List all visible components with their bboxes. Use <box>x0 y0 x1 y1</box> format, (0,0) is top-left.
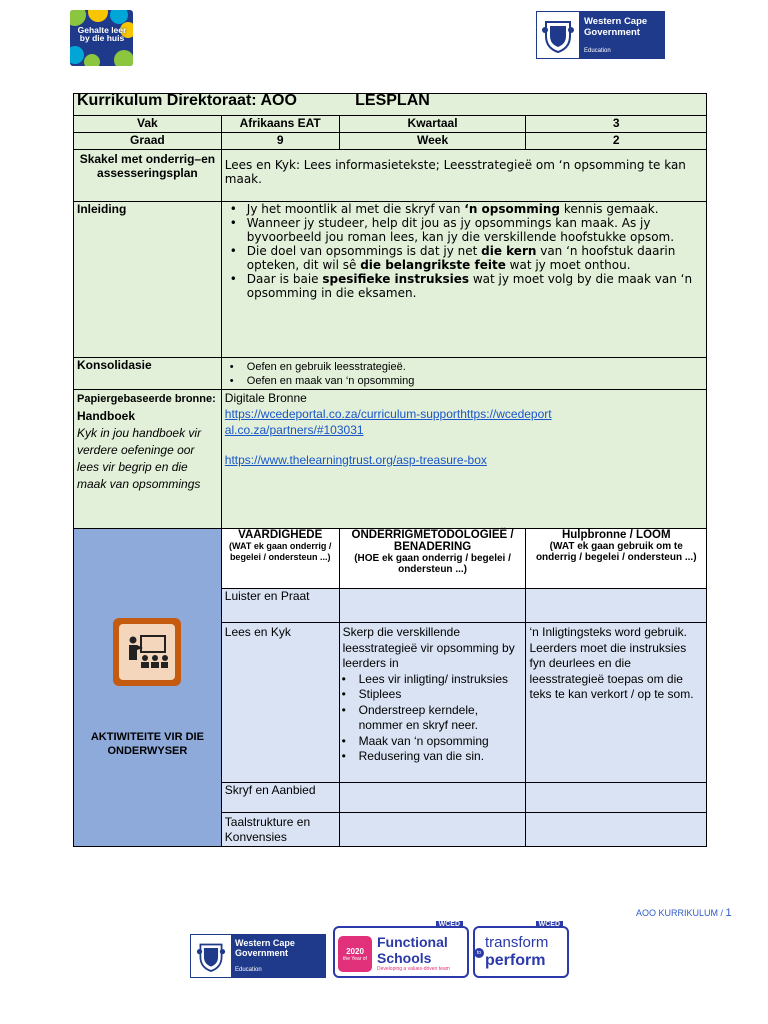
fs-year-badge: 2020 the Year of <box>338 936 372 972</box>
fs-line2: Schools <box>377 950 432 966</box>
skill-skryf-aanbied: Skryf en Aanbied <box>221 783 339 813</box>
tp-line2: perform <box>485 952 546 969</box>
vak-value: Afrikaans EAT <box>221 116 339 133</box>
transform-perform-logo <box>473 921 569 978</box>
konsolidasie-label: Konsolidasie <box>74 358 222 390</box>
week-value: 2 <box>526 133 707 150</box>
resource-taalstrukture <box>526 813 707 847</box>
tp-to-dot: to <box>474 948 484 958</box>
method-taalstrukture <box>339 813 526 847</box>
resource-lees-kyk: ‘n Inligtingsteks word gebruik. Leerders moet die instruksies fyn deurlees en die leesstrategieë toepas om die teks te kan verkort / op te som. <box>526 623 707 783</box>
fs-wced-tag: WCED <box>436 921 463 928</box>
digitale-bronne-label: Digitale Bronne <box>224 391 307 405</box>
konsolidasie-content <box>221 358 706 390</box>
footer-wcg-sub: Education <box>235 967 262 973</box>
skakel-label: Skakel met onderrig–en assesseringsplan <box>74 150 222 202</box>
week-label: Week <box>339 133 526 150</box>
method-lees-kyk: Skerp die verskillende leesstrategieë vir opsomming by leerders in • Lees vir inligting/ instruksies • Stiplees • Onderstreep kerndele, nommer en skryf neer. • Maak van ‘n opsomming • Redusering van die sin. <box>339 623 526 783</box>
resource-skryf-aanbied <box>526 783 707 813</box>
activities-cell <box>74 529 222 847</box>
bronne-label: Papiergebaseerde bronne: Handboek Kyk in jou handboek vir verdere oefeninge oor lees vir begrip en die maak van opsommings <box>74 390 222 529</box>
method-skryf-aanbied <box>339 783 526 813</box>
footer-wcg-line2: Government <box>235 948 289 958</box>
col-hulpbronne-header: Hulpbronne / LOOM (WAT ek gaan gebruik om te onderrig / begelei / ondersteun ...) <box>526 529 707 589</box>
wcg-line1: Western Cape <box>584 16 648 27</box>
vak-label: Vak <box>74 116 222 133</box>
digitale-bronne <box>221 390 706 529</box>
gehalte-leer-logo <box>70 10 133 66</box>
wced-portal-link[interactable]: https://wcedeportal.co.za/curriculum-supporthttps://wcedeportal.co.za/partners/#103031 <box>224 407 552 437</box>
kwartaal-label: Kwartaal <box>339 116 526 133</box>
gehalte-logo-text: Gehalte leer by die huis <box>77 25 127 43</box>
fs-line1: Functional <box>377 934 448 950</box>
resource-luister-praat <box>526 589 707 623</box>
footer-wcg-line1: Western Cape <box>235 938 295 948</box>
fs-tagline: Developing a values-driven team <box>377 966 450 972</box>
skill-lees-kyk: Lees en Kyk <box>221 623 339 783</box>
inleiding-bullet: • Die doel van opsommings is dat jy net die kern van ‘n hoofstuk daarin opteken, dit wil sê die belangrikste feite wat jy moet onthou. <box>225 244 703 272</box>
footer-page-label: AOO KURRIKULUM / 1 <box>636 907 732 919</box>
method-item: • Maak van ‘n opsomming <box>337 734 523 750</box>
tp-line1: transform <box>485 934 549 951</box>
footer-wcg-logo <box>190 934 326 978</box>
plan-title-left: Kurrikulum Direktoraat: AOO <box>74 94 340 116</box>
skakel-value: Lees en Kyk: Lees informasietekste; Leesstrategieë om ‘n opsomming te kan maak. <box>221 150 706 202</box>
activities-label: AKTIWITEITE VIR DIE ONDERWYSER <box>90 730 204 757</box>
method-item: • Onderstreep kerndele, nommer en skryf neer. <box>337 703 523 734</box>
page-number: 1 <box>725 907 732 919</box>
learning-trust-link[interactable]: https://www.thelearningtrust.org/asp-treasure-box <box>224 453 487 467</box>
kwartaal-value: 3 <box>526 116 707 133</box>
method-item: • Redusering van die sin. <box>337 749 523 765</box>
wcg-line2: Government <box>584 27 640 38</box>
inleiding-bullet: • Daar is baie spesifieke instruksies wat jy moet volg by die maak van ‘n opsomming in die eksamen. <box>225 272 703 300</box>
col-vaardighede-header: VAARDIGHEDE (WAT ek gaan onderrig / begelei / ondersteun ...) <box>221 529 339 589</box>
konsolidasie-item: • Oefen en maak van ‘n opsomming <box>225 374 703 388</box>
lesson-plan-table <box>73 93 707 847</box>
western-cape-government-logo <box>536 11 665 59</box>
graad-value: 9 <box>221 133 339 150</box>
skill-taalstrukture: Taalstrukture en Konvensies <box>221 813 339 847</box>
tp-wced-tag: WCED <box>536 921 563 928</box>
konsolidasie-item: • Oefen en gebruik leesstrategieë. <box>225 360 703 374</box>
method-item: • Stiplees <box>337 687 523 703</box>
col-metodologie-header: ONDERRIGMETODOLOGIEË / BENADERING (HOE ek gaan onderrig / begelei / ondersteun ...) <box>339 529 526 589</box>
graad-label: Graad <box>74 133 222 150</box>
skill-luister-praat: Luister en Praat <box>221 589 339 623</box>
plan-title-right: LESPLAN <box>339 94 706 116</box>
wcg-sub: Education <box>584 48 611 54</box>
crest-icon <box>537 12 579 58</box>
inleiding-label: Inleiding <box>74 202 222 358</box>
functional-schools-logo <box>333 921 469 978</box>
method-luister-praat <box>339 589 526 623</box>
teacher-presentation-icon <box>113 618 181 686</box>
method-item: • Lees vir inligting/ instruksies <box>337 672 523 688</box>
inleiding-bullet: • Wanneer jy studeer, help dit jou as jy opsommings kan maak. As jy byvoorbeeld jou roman lees, kan jy die verskillende hoofstukke opsom. <box>225 216 703 244</box>
inleiding-bullet: • Jy het moontlik al met die skryf van ‘n opsomming kennis gemaak. <box>225 202 703 216</box>
footer-crest-icon <box>191 935 231 977</box>
inleiding-content <box>221 202 706 358</box>
